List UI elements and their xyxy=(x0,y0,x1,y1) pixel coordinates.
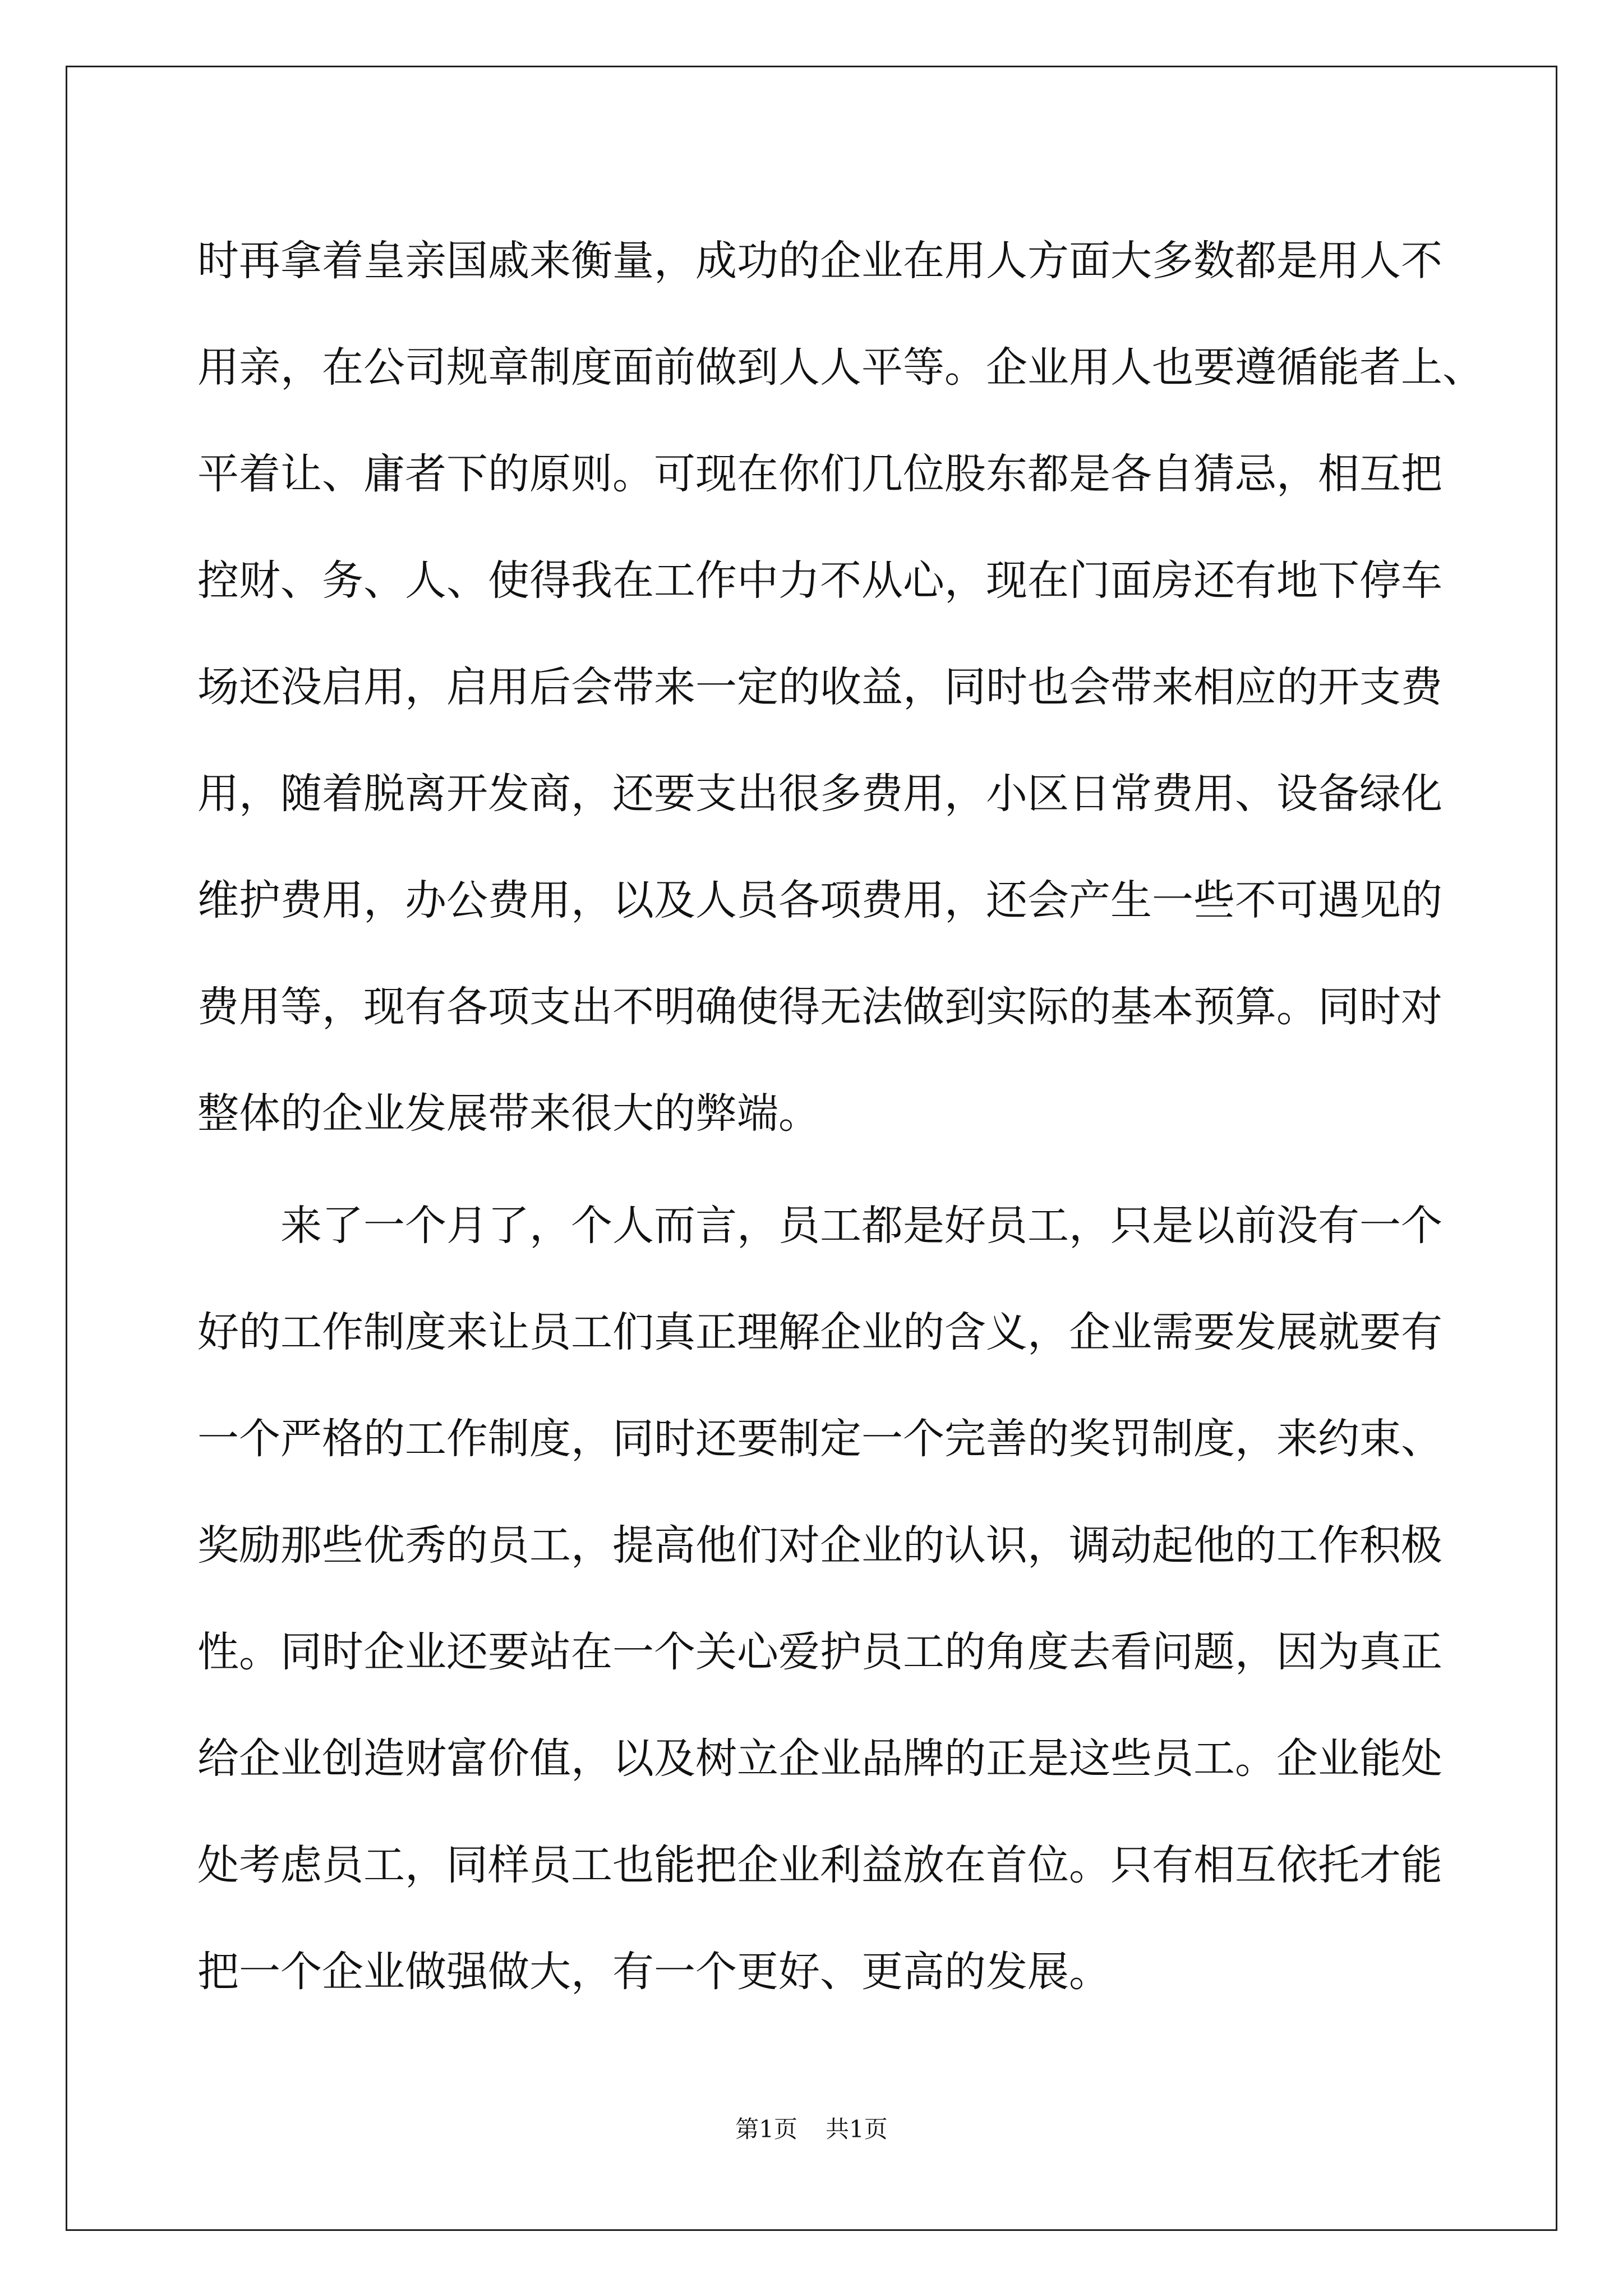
text-line: 一个严格的工作制度，同时还要制定一个完善的奖罚制度，来约束、 xyxy=(197,1415,1442,1463)
paragraph-1 xyxy=(197,208,1484,1167)
text-line: 性。同时企业还要站在一个关心爱护员工的角度去看问题，因为真正 xyxy=(197,1628,1442,1676)
text-line: 处考虑员工，同样员工也能把企业利益放在首位。只有相互依托才能 xyxy=(197,1841,1442,1889)
text-line: 给企业创造财富价值，以及树立企业品牌的正是这些员工。企业能处 xyxy=(197,1734,1442,1783)
page-number: 第1页 xyxy=(735,2115,797,2143)
text-line: 控财、务、人、使得我在工作中力不从心，现在门面房还有地下停车 xyxy=(197,556,1442,605)
text-line: 维护费用，办公费用，以及人员各项费用，还会产生一些不可遇见的 xyxy=(197,876,1442,924)
paragraph-2 xyxy=(197,1172,1442,2025)
text-line: 场还没启用，启用后会带来一定的收益，同时也会带来相应的开支费 xyxy=(197,663,1442,711)
text-line: 整体的企业发展带来很大的弊端。 xyxy=(197,1089,820,1138)
page-total: 共1页 xyxy=(826,2115,888,2143)
text-line: 费用等，现有各项支出不明确使得无法做到实际的基本预算。同时对 xyxy=(197,983,1442,1031)
text-line: 来了一个月了，个人而言，员工都是好员工，只是以前没有一个 xyxy=(280,1202,1442,1250)
text-line: 用亲，在公司规章制度面前做到人人平等。企业用人也要遵循能者上、 xyxy=(197,343,1484,392)
text-line: 平着让、庸者下的原则。可现在你们几位股东都是各自猜忌，相互把 xyxy=(197,450,1442,498)
text-line: 奖励那些优秀的员工，提高他们对企业的认识，调动起他的工作积极 xyxy=(197,1521,1442,1570)
text-line: 时再拿着皇亲国戚来衡量，成功的企业在用人方面大多数都是用人不 xyxy=(197,237,1442,285)
text-line: 好的工作制度来让员工们真正理解企业的含义，企业需要发展就要有 xyxy=(197,1308,1442,1356)
document-body xyxy=(197,208,1484,2025)
text-line: 用，随着脱离开发商，还要支出很多费用，小区日常费用、设备绿化 xyxy=(197,770,1442,818)
page-footer xyxy=(0,2111,1623,2145)
text-line: 把一个企业做强做大，有一个更好、更高的发展。 xyxy=(197,1948,1110,1996)
